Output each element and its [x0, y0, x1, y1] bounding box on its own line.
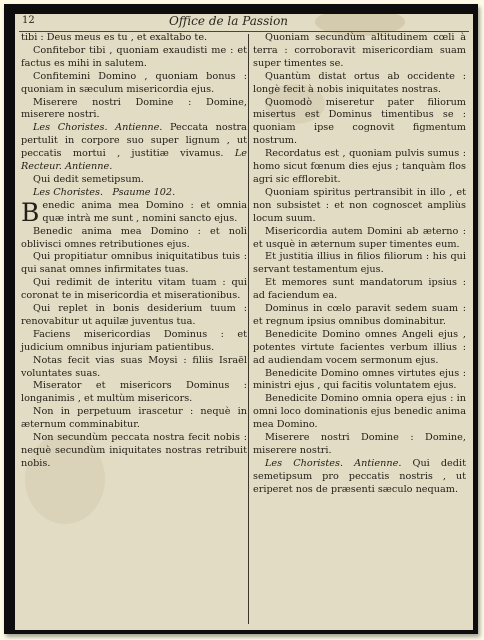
verse: Benedicite Domino omnes Angeli ejus , potentes virtute facientes verbum illius : ad audiendam vocem sermonum ejus. [253, 328, 466, 366]
verse: Qui propitiatur omnibus iniquitatibus tuis : qui sanat omnes infirmitates tuas. [21, 251, 247, 276]
rector-label: Le Recteur. [21, 148, 247, 173]
choristers-label: Les Choristes. [33, 186, 104, 198]
verse: Misericordia autem Domini ab æterno : et usquè in æternum super timentes eum. [253, 225, 466, 250]
choristers-label: Les Choristes. [265, 457, 344, 469]
antiphon-label: Antienne. [354, 457, 402, 469]
choristers-label: Les Choristes. [33, 122, 108, 134]
verse: Miserator et misericors Dominus : longanimis , et multùm misericors. [21, 380, 247, 405]
verse: Quomodò miseretur pater filiorum misertus est Dominus timentibus se : quoniam ipse cognovit figmentum nostrum. [253, 96, 466, 147]
verse: Qui dedit semetipsum. [33, 173, 144, 185]
antiphon-label: Antienne. [65, 161, 113, 173]
verse-text: enedic anima mea Domino : et omnia quæ intrà me sunt , nomini sancto ejus. [42, 199, 247, 224]
verse: Quoniam spiritus pertransibit in illo , et non subsistet : et non cognoscet ampliùs locum suum. [253, 186, 466, 224]
verse: Non secundùm peccata nostra fecit nobis : nequè secundùm iniquitates nostras retribuit nobis. [21, 432, 247, 469]
page-header [15, 14, 473, 32]
verse: Non in perpetuum irascetur : nequè in æternum comminabitur. [21, 406, 247, 431]
verse: Benedic anima mea Domino : et noli oblivisci omnes retributiones ejus. [21, 225, 247, 250]
antiphon-text: Peccata nostra pertulit in corpore suo super lignum , ut peccatis mortui , justitiæ vivamus. [21, 122, 247, 160]
verse: Qui redimit de interitu vitam tuam : qui coronat te in misericordia et miserationibus. [21, 277, 247, 302]
verse: Et justitia illius in filios filiorum : his qui servant testamentum ejus. [253, 251, 466, 276]
left-column [21, 32, 247, 471]
antiphon-label: Antienne. [115, 122, 163, 134]
drop-cap: B [21, 197, 40, 227]
antiphon [253, 458, 466, 497]
psalm-title: Psaume 102. [112, 186, 176, 198]
verse: Quoniam secundùm altitudinem cœli à terra : corroboravit misericordiam suam super timentes se. [253, 32, 466, 69]
verse: Benedicite Domino omnes virtutes ejus : ministri ejus , qui facitis voluntatem ejus. [253, 367, 466, 392]
page-number: 12 [22, 15, 35, 26]
right-column [253, 32, 466, 497]
verse: Benedicite Domino omnia opera ejus : in omni loco dominationis ejus benedic anima mea Domino. [253, 393, 466, 431]
antiphon-text: Qui dedit semetipsum pro peccatis nostris , ut eriperet nos de præsenti sæculo nequam. [253, 457, 466, 495]
verse: Et memores sunt mandatorum ipsius : ad faciendum ea. [253, 277, 466, 302]
verse: Miserere nostri Domine : Domine, miserere nostri. [21, 96, 247, 121]
verse: tibi : Deus meus es tu , et exaltabo te. [21, 32, 208, 43]
verse: Quantùm distat ortus ab occidente : longè fecit à nobis iniquitates nostras. [253, 70, 466, 95]
column-divider [248, 34, 249, 624]
verse: Notas fecit vias suas Moysi : filiis Israël voluntates suas. [21, 354, 247, 379]
page-title: Office de la Passion [169, 14, 289, 28]
verse: Confitemini Domino , quoniam bonus : quoniam in sæculum misericordia ejus. [21, 70, 247, 95]
verse: Dominus in cœlo paravit sedem suam : et regnum ipsius omnibus dominabitur. [253, 303, 466, 327]
psalm-first-verse [21, 197, 247, 227]
verse: Recordatus est , quoniam pulvis sumus : homo sicut fœnum dies ejus ; tanquàm flos agri sic efflorebit. [253, 148, 466, 185]
book-page [15, 14, 473, 630]
verse: Miserere nostri Domine : Domine, miserere nostri. [253, 432, 466, 456]
photo-frame [4, 4, 478, 634]
verse: Qui replet in bonis desiderium tuum : renovabitur ut aquilæ juventus tua. [21, 303, 247, 327]
psalm-heading [21, 187, 247, 200]
verse: Faciens misericordias Dominus : et judicium omnibus injuriam patientibus. [21, 328, 247, 353]
verse: Confitebor tibi , quoniam exaudisti me : et factus es mihi in salutem. [21, 44, 247, 69]
antiphon [21, 122, 247, 174]
